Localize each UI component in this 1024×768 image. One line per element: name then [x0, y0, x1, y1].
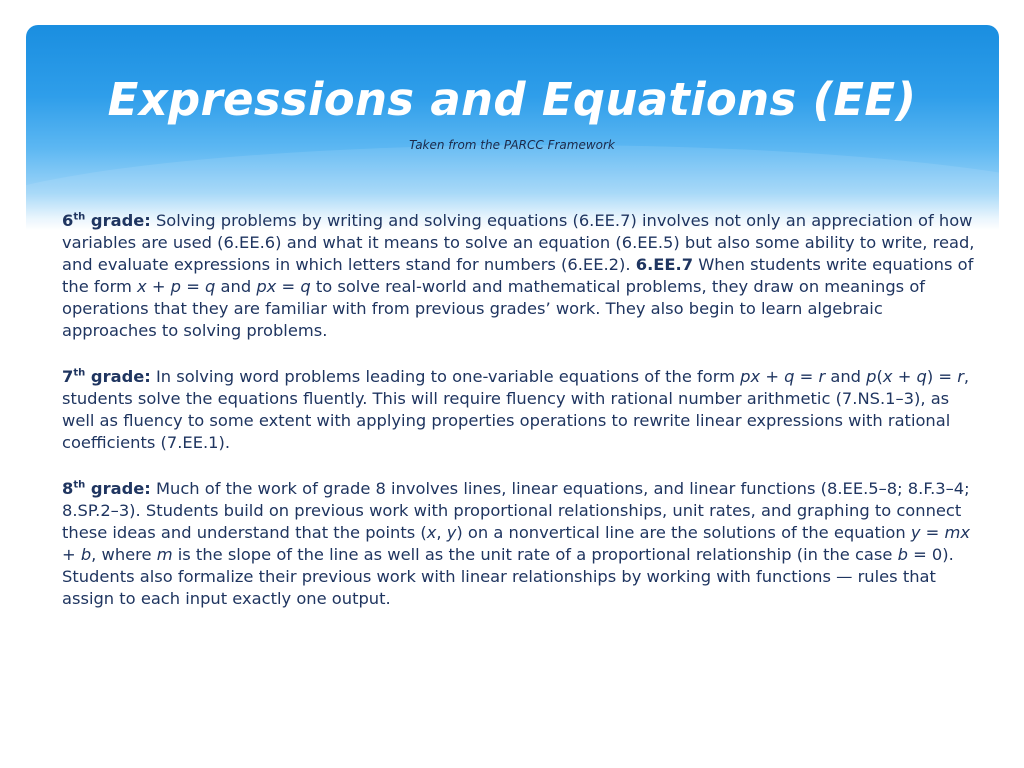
math-variable: y	[446, 523, 457, 542]
math-variable: px	[740, 367, 761, 386]
math-operator: =	[276, 277, 301, 296]
grade-6-number: 6	[62, 211, 74, 230]
math-variable: x	[426, 523, 437, 542]
grade-6-standard-ref: 6.EE.7	[635, 255, 694, 274]
grade-7-ordinal: th	[73, 367, 86, 379]
math-operator: ) =	[926, 367, 958, 386]
math-variable: p	[170, 277, 182, 296]
grade-7-text: and	[825, 367, 867, 386]
math-operator: =	[920, 523, 945, 542]
math-variable: y	[910, 523, 921, 542]
grade-6-text: to solve real-world and mathematical problems, they draw on meanings of operations that they are familiar with from previous grades’ work. They also begin to learn algebraic approaches to solving problems.	[62, 277, 926, 340]
math-variable: q	[916, 367, 927, 386]
grade-8-text: , where	[91, 545, 157, 564]
grade-6-ordinal: th	[73, 211, 86, 223]
grade-8-text: ) on a nonvertical line are the solutions of the equation	[456, 523, 911, 542]
math-variable: x	[137, 277, 147, 296]
grade-6-text: When students write equations of the form	[62, 255, 974, 296]
math-variable: q	[300, 277, 311, 296]
grade-7-label	[62, 367, 151, 386]
math-variable: r	[957, 367, 964, 386]
math-variable: x	[882, 367, 893, 386]
grade-8-text: = 0). Students also formalize their previous work with linear relationships by working with functions — rules that assign to each input exactly one output.	[62, 545, 954, 608]
math-operator: +	[62, 545, 81, 564]
grade-7-paragraph	[62, 366, 982, 454]
grade-6-paragraph	[62, 210, 982, 342]
math-operator: +	[146, 277, 171, 296]
grade-6-label-text: grade:	[85, 211, 151, 230]
grade-8-label	[62, 479, 151, 498]
math-variable: r	[818, 367, 826, 386]
math-variable: b	[80, 545, 92, 564]
math-operator: =	[794, 367, 819, 386]
grade-8-text: ,	[436, 523, 447, 542]
math-variable: q	[205, 277, 216, 296]
slide-body	[62, 210, 982, 634]
math-operator: (	[876, 367, 883, 386]
grade-7-number: 7	[62, 367, 74, 386]
grade-8-label-text: grade:	[85, 479, 151, 498]
grade-7-label-text: grade:	[85, 367, 151, 386]
math-variable: mx	[944, 523, 970, 542]
math-operator: +	[892, 367, 917, 386]
grade-7-text: , students solve the equations fluently. This will require fluency with rational number arithmetic (7.NS.1–3), as well as fluency to some extent with applying properties operations to rewrite linear expressions with rational coefficients (7.EE.1).	[62, 367, 970, 452]
grade-8-text: Much of the work of grade 8 involves lines, linear equations, and linear functions (8.EE.5–8; 8.F.3–4; 8.SP.2–3). Students build on previous work with proportional relationships, unit rates, and graphing to connect these ideas and understand that the points (	[62, 479, 970, 542]
grade-8-number: 8	[62, 479, 74, 498]
math-variable: b	[897, 545, 908, 564]
grade-6-text: and	[215, 277, 257, 296]
grade-8-ordinal: th	[73, 479, 86, 491]
grade-8-text: is the slope of the line as well as the unit rate of a proportional relationship (in the case	[172, 545, 898, 564]
math-variable: px	[256, 277, 277, 296]
math-operator: +	[760, 367, 785, 386]
math-variable: m	[156, 545, 173, 564]
math-variable: q	[784, 367, 795, 386]
grade-8-paragraph	[62, 478, 982, 610]
math-variable: p	[866, 367, 877, 386]
slide-title: Expressions and Equations (EE)	[107, 73, 917, 126]
grade-6-label	[62, 211, 151, 230]
grade-6-text: Solving problems by writing and solving equations (6.EE.7) involves not only an appreciation of how variables are used (6.EE.6) and what it means to solve an equation (6.EE.5) but also some ability to write, read, and evaluate expressions in which letters stand for numbers (6.EE.2).	[62, 211, 975, 274]
math-operator: =	[181, 277, 206, 296]
slide-subtitle: Taken from the PARCC Framework	[409, 138, 615, 152]
grade-7-text: In solving word problems leading to one-variable equations of the form	[150, 367, 741, 386]
